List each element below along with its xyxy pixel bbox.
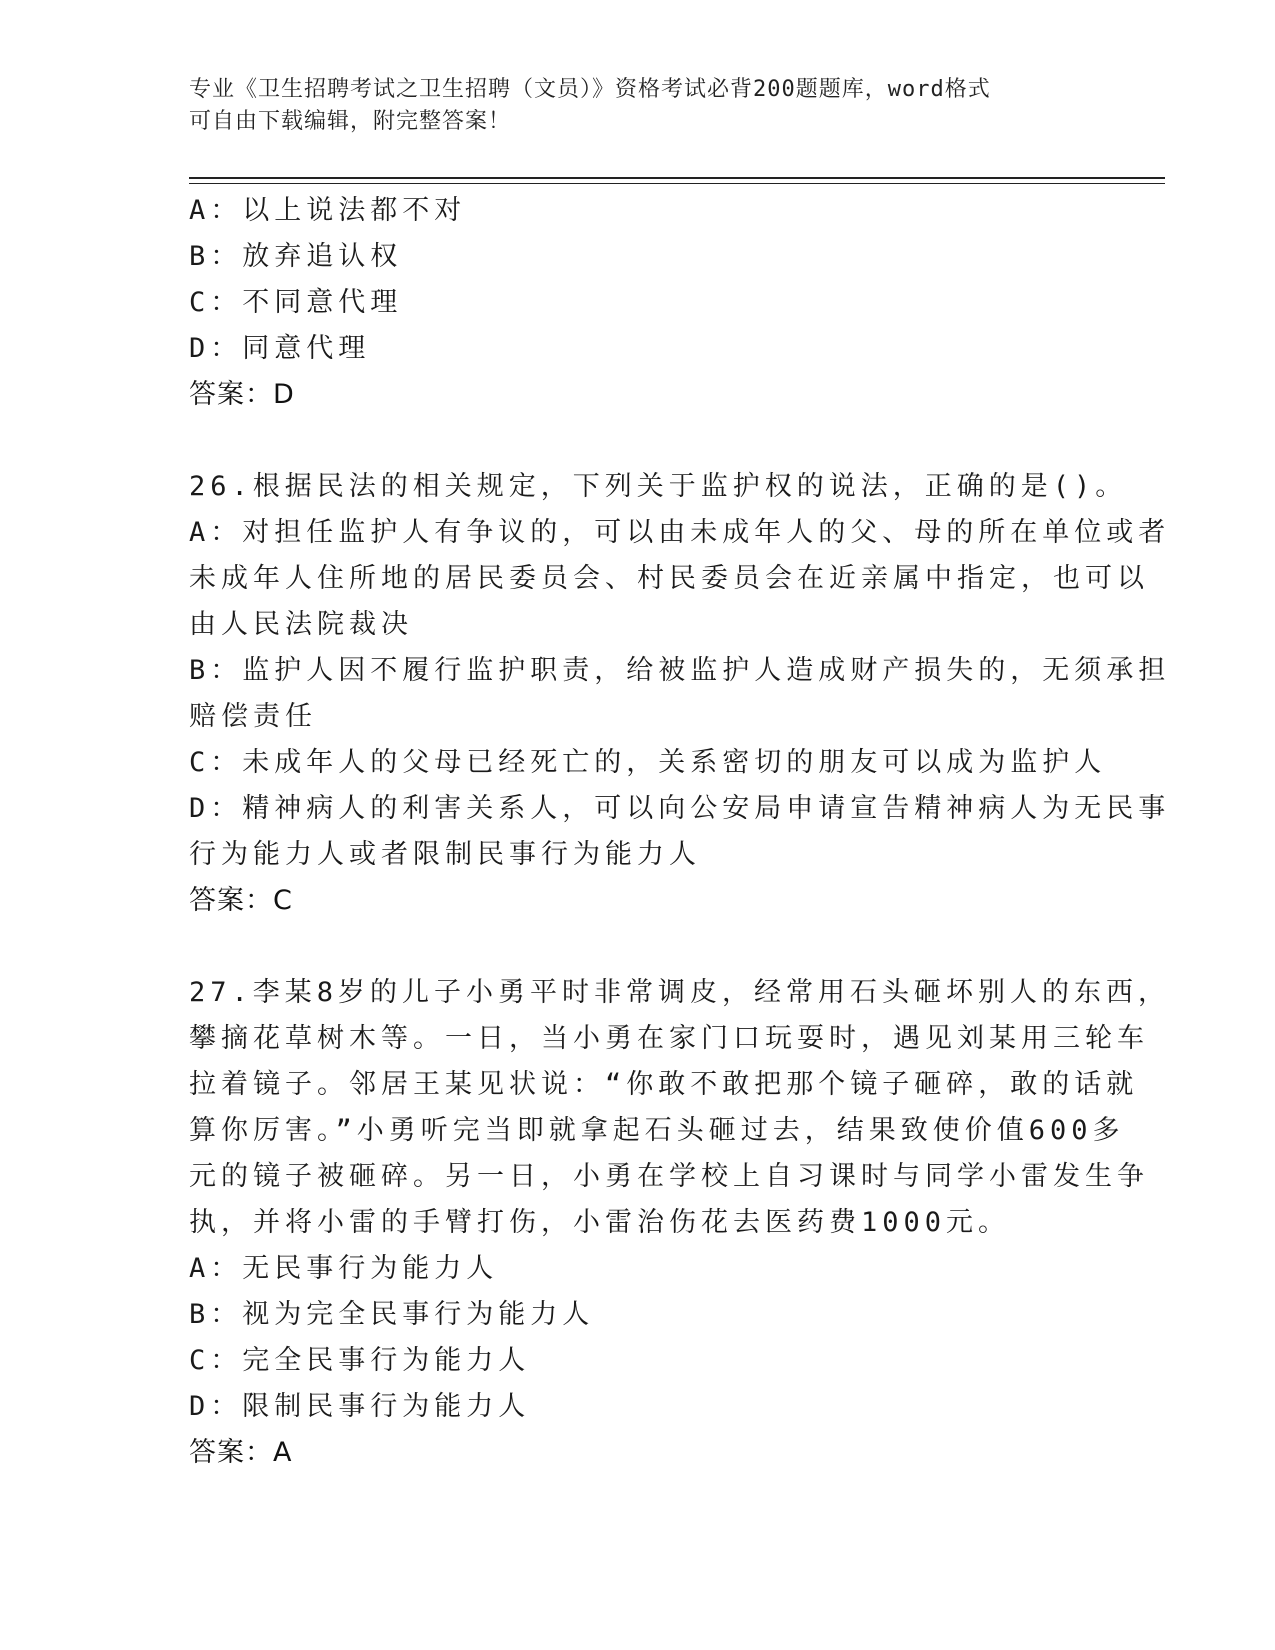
header-rule-thin <box>189 183 1165 184</box>
answer-line: 答案：A <box>189 1437 293 1468</box>
document-header <box>189 74 1069 138</box>
answer-line: 答案：C <box>189 885 293 916</box>
header-line-2: 可自由下载编辑，附完整答案！ <box>189 109 512 134</box>
spacer <box>189 924 1089 970</box>
option-b: B：放弃追认权 <box>189 241 403 272</box>
question-stem-line-6: 执，并将小雷的手臂打伤，小雷治伤花去医药费1000元。 <box>189 1207 1011 1238</box>
option-d-line-2: 行为能力人或者限制民事行为能力人 <box>189 839 701 870</box>
question-stem: 26.根据民法的相关规定，下列关于监护权的说法，正确的是()。 <box>189 471 1128 502</box>
option-a-line-1: A：对担任监护人有争议的，可以由未成年人的父、母的所在单位或者 <box>189 517 1171 548</box>
option-c: C：完全民事行为能力人 <box>189 1345 531 1376</box>
question-stem-line-3: 拉着镜子。邻居王某见状说：“你敢不敢把那个镜子砸碎，敢的话就 <box>189 1069 1139 1100</box>
option-b-line-2: 赔偿责任 <box>189 701 317 732</box>
option-c: C：不同意代理 <box>189 287 403 318</box>
option-d: D：限制民事行为能力人 <box>189 1391 531 1422</box>
option-d: D：同意代理 <box>189 333 371 364</box>
answer-line: 答案：D <box>189 379 295 410</box>
option-a-line-3: 由人民法院裁决 <box>189 609 413 640</box>
question-27 <box>189 970 1171 1476</box>
document-body <box>189 188 1171 1476</box>
spacer <box>189 418 1089 464</box>
question-stem-line-2: 攀摘花草树木等。一日，当小勇在家门口玩耍时，遇见刘某用三轮车 <box>189 1023 1149 1054</box>
question-stem-line-1: 27.李某8岁的儿子小勇平时非常调皮，经常用石头砸坏别人的东西， <box>189 977 1171 1008</box>
option-a: A：以上说法都不对 <box>189 195 467 226</box>
option-d-line-1: D：精神病人的利害关系人，可以向公安局申请宣告精神病人为无民事 <box>189 793 1171 824</box>
option-b-line-1: B：监护人因不履行监护职责，给被监护人造成财产损失的，无须承担 <box>189 655 1171 686</box>
question-26 <box>189 464 1171 924</box>
option-b: B：视为完全民事行为能力人 <box>189 1299 595 1330</box>
header-line-1: 专业《卫生招聘考试之卫生招聘（文员）》资格考试必背200题题库，word格式 <box>189 77 991 102</box>
header-rule-thick <box>189 177 1165 179</box>
question-stem-line-4: 算你厉害。”小勇听完当即就拿起石头砸过去，结果致使价值600多 <box>189 1115 1125 1146</box>
question-stem-line-5: 元的镜子被砸碎。另一日，小勇在学校上自习课时与同学小雷发生争 <box>189 1161 1149 1192</box>
option-c: C：未成年人的父母已经死亡的，关系密切的朋友可以成为监护人 <box>189 747 1107 778</box>
option-a-line-2: 未成年人住所地的居民委员会、村民委员会在近亲属中指定，也可以 <box>189 563 1149 594</box>
option-a: A：无民事行为能力人 <box>189 1253 499 1284</box>
question-25 <box>189 188 1089 418</box>
